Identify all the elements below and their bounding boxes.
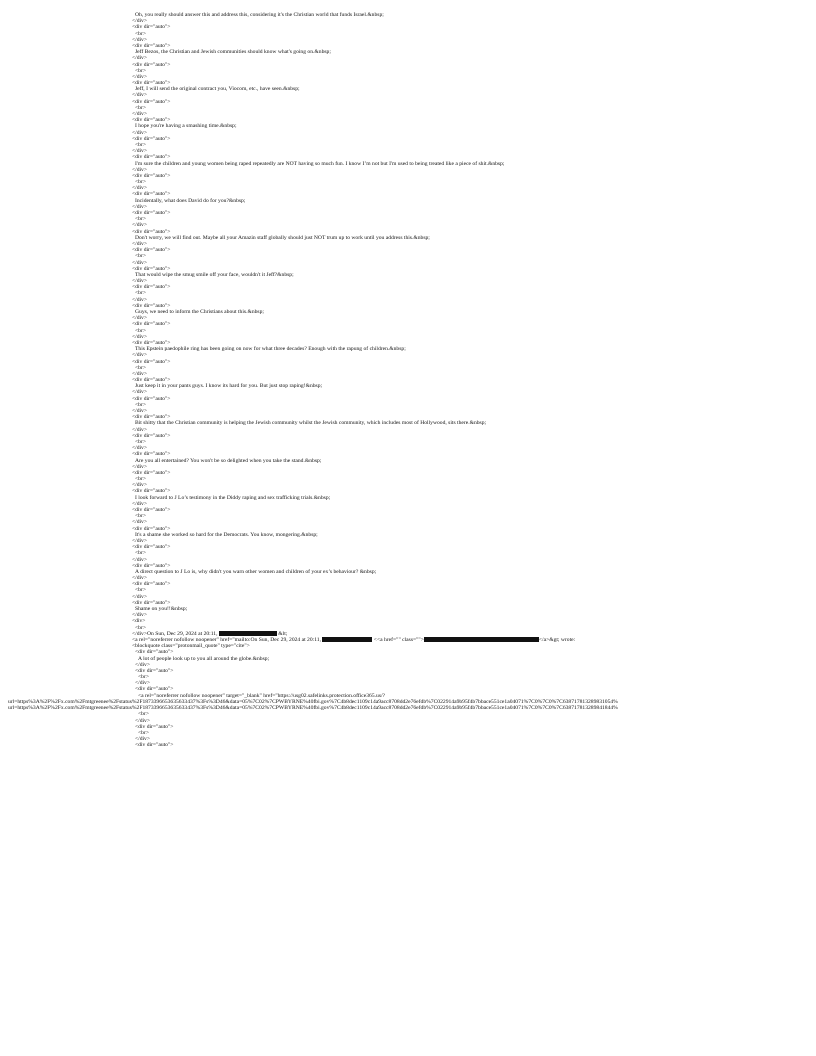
source-line: </div> <box>132 222 148 229</box>
source-line: <div dir="auto"> <box>132 544 171 551</box>
source-line: </div> <box>132 296 148 303</box>
redaction-bar <box>219 631 277 636</box>
source-line: </div> <box>132 537 148 544</box>
source-line: <div dir="auto"> <box>132 135 171 142</box>
source-line: </div> <box>132 73 148 80</box>
source-line: </div> <box>132 426 148 433</box>
source-line: <div dir="auto"> <box>132 247 171 254</box>
source-line: Incidentally, what does David do for you?&nbsp; <box>135 197 246 204</box>
source-line: <div dir="auto"> <box>132 358 171 365</box>
source-line: </div> <box>132 92 148 99</box>
message-body-lines <box>132 12 812 631</box>
source-line: </div> <box>132 408 148 414</box>
source-line: </div> <box>132 593 148 600</box>
source-line: </div> <box>132 370 148 377</box>
redaction-bar <box>322 637 372 642</box>
source-line: Are you all entertained? You won't be so delighted when you take the stand.&nbsp; <box>135 457 322 464</box>
source-line: <br> <box>138 711 149 718</box>
source-line: </div> <box>132 556 148 563</box>
source-line: </div> <box>132 111 148 117</box>
source-line: </div> <box>132 240 148 247</box>
source-line: <br> <box>135 624 146 631</box>
source-line: </div> <box>132 259 148 266</box>
source-line: Jeff Bezos, the Christian and Jewish communities should know what's going on.&nbsp; <box>135 49 331 56</box>
source-line: <div dir="auto"> <box>135 742 174 749</box>
source-line: <div dir="auto"> <box>132 24 171 31</box>
source-line: <br> <box>138 674 149 681</box>
source-line: Bit shitty that the Christian community is helping the Jewish community whilst the Jewish community, which includes most of Hollywood, sits there.&nbsp; <box>135 420 487 427</box>
source-line: A lot of people look up to you all around the globe.&nbsp; <box>138 655 270 662</box>
source-line: <div dir="auto"> <box>135 686 174 693</box>
source-line: A direct question to J Lo is, why didn't you warn other women and children of your ex’s behaviour? &nbsp; <box>135 568 377 575</box>
source-line: <div dir="auto"> <box>132 117 171 124</box>
source-line: I hope you're having a smashing time.&nbsp; <box>135 123 237 130</box>
source-line: That would wipe the smug smile off your face, wouldn't it Jeff?&nbsp; <box>135 271 294 278</box>
source-line: <div dir="auto"> <box>132 80 171 87</box>
safelink-url-line: url=https%3A%2F%2Fx.com%2Fmtgreenee%2Fstatus%2F1873396653635633437%3Fs%3D46&data=05%7C02%7CPWBYRNE%40fbi.gov%7C4b8dec1109c14a9acc8708dd2e76efdb%7C022914a9b95f4b7bbace551ce1a04071%7C0%7C0%7C638717813289831054% <box>8 699 618 705</box>
source-line: <div dir="auto"> <box>135 649 174 656</box>
source-line: <div dir="auto"> <box>132 488 171 495</box>
source-line: Shame on you!!&nbsp; <box>135 606 188 612</box>
source-line: <br> <box>135 290 146 297</box>
source-line: </div> <box>132 36 148 43</box>
source-line: <br> <box>135 513 146 520</box>
source-line: Oh, you really should answer this and address this, considering it's the Christian world that funds Israel.&nbsp; <box>135 12 384 18</box>
email-source-document <box>132 12 812 699</box>
source-line: <div dir="auto"> <box>132 61 171 68</box>
source-line: </div> <box>132 203 148 210</box>
source-line: <div dir="auto"> <box>132 154 171 161</box>
source-line: I look forward to J Lo’s testimony in the Diddy raping and sex trafficking trials.&nbsp; <box>135 494 331 501</box>
source-line: <br> <box>135 104 146 111</box>
source-line: <br> <box>138 729 149 736</box>
source-line: <br> <box>135 30 146 37</box>
source-line: <div> <box>132 618 146 625</box>
source-line: </div> <box>132 315 148 322</box>
source-line: </div> <box>135 717 151 724</box>
source-line: Jeff, I will send the original contract you, Viocom, etc., have seen.&nbsp; <box>135 86 300 93</box>
source-line: </div> <box>132 482 148 489</box>
source-line: </div> <box>135 661 151 668</box>
source-line: <br> <box>135 179 146 186</box>
source-line: </div> <box>132 575 148 582</box>
source-line: <div dir="auto"> <box>132 321 171 328</box>
source-line: <br> <box>135 253 146 260</box>
source-line: </div> <box>135 680 151 687</box>
source-line: <div dir="auto"> <box>132 581 171 588</box>
source-line: This Epstein paedophile ring has been going on now for what three decades? Enough with the rapung of children.&nbsp; <box>135 346 406 353</box>
source-line: <div dir="auto"> <box>132 377 171 384</box>
source-line: <br> <box>135 216 146 223</box>
source-line: <div dir="auto"> <box>132 191 171 198</box>
source-line: <div dir="auto"> <box>132 469 171 476</box>
source-line: </div> <box>132 278 148 285</box>
source-line: Guys, we need to inform the Christians about this.&nbsp; <box>135 309 264 315</box>
header-text-start: </div>On Sun, Dec 29, 2024 at 20:11, <box>132 630 219 637</box>
source-line: <div dir="auto"> <box>132 599 171 606</box>
header-text-end: &lt; <box>276 630 288 637</box>
source-line: <div dir="auto"> <box>132 339 171 346</box>
source-line: </div> <box>132 185 148 192</box>
source-line: Just keep it in your pants guys. I know its hard for you. But just stop raping!&nbsp; <box>135 383 323 390</box>
source-line: <div dir="auto"> <box>132 562 171 569</box>
source-line: <a rel="noreferrer nofollow noopener" target="_blank" href="https://usg02.safelinks.protection.office365.us/? <box>138 692 386 699</box>
source-line: </div> <box>132 55 148 62</box>
source-line: <br> <box>135 327 146 334</box>
safelink-url-line: url=https%3A%2F%2Fx.com%2Fmtgreenee%2Fstatus%2F1873396653635633437%3Fs%3D46&data=05%7C02%7CPWBYRNE%40fbi.gov%7C4b8dec1109c14a9acc8708dd2e76efdb%7C022914a9b95f4b7bbace551ce1a04071%7C0%7C0%7C638717813289841844% <box>8 705 618 712</box>
trailing-lines <box>132 711 812 748</box>
source-line: <div dir="auto"> <box>132 210 171 216</box>
source-line: <br> <box>135 438 146 445</box>
source-line: <br> <box>135 401 146 408</box>
source-line: <div dir="auto"> <box>135 667 174 674</box>
source-line: <br> <box>135 550 146 557</box>
source-line: <blockquote class="protonmail_quote" type="cite"> <box>132 643 250 650</box>
source-line: <br> <box>135 364 146 371</box>
source-line: <div dir="auto"> <box>132 395 171 402</box>
source-line: <div dir="auto"> <box>135 723 174 730</box>
source-line: </div> <box>132 389 148 396</box>
source-line: <br> <box>135 476 146 483</box>
source-line: </div> <box>132 500 148 507</box>
source-line: </div> <box>132 18 148 25</box>
redaction-bar <box>424 637 539 642</box>
source-line: </div> <box>132 612 148 619</box>
source-line: <div dir="auto"> <box>132 98 171 105</box>
source-line: </div> <box>132 333 148 340</box>
source-line: </div> <box>132 519 148 526</box>
source-line: <div dir="auto"> <box>132 302 171 309</box>
source-line: <br> <box>135 587 146 594</box>
mailto-text-middle: <<a href="" class=""> <box>372 636 424 643</box>
source-line: <br> <box>135 67 146 74</box>
source-line: <div dir="auto"> <box>132 284 171 291</box>
source-line: </div> <box>132 148 148 155</box>
source-line: <div dir="auto"> <box>132 525 171 532</box>
source-line: <div dir="auto"> <box>132 172 171 179</box>
source-line: <div dir="auto"> <box>132 507 171 513</box>
source-line: <br> <box>135 141 146 148</box>
source-line: It's a shame she worked so hard for the Democrats. You know, mongering.&nbsp; <box>135 531 318 538</box>
source-line: <div dir="auto"> <box>132 451 171 458</box>
source-line: <div dir="auto"> <box>132 265 171 272</box>
source-line: I'm sure the children and young women being raped repeatedly are NOT having so much fun. I know I’m not but I'm used to being treated like a piece of shit.&nbsp; <box>135 160 505 167</box>
mailto-text-end: </a>&gt; wrote: <box>538 636 576 643</box>
source-line: Don't worry, we will find out. Maybe all your Amazin staff globally should just NOT trum up to work until you address this.&nbsp; <box>135 234 430 241</box>
source-line: <div dir="auto"> <box>132 42 171 49</box>
source-line: </div> <box>132 463 148 470</box>
source-line: <div dir="auto"> <box>132 432 171 439</box>
source-line: </div> <box>132 352 148 359</box>
source-line: </div> <box>132 129 148 136</box>
mailto-text-start: <a rel="noreferrer nofollow noopener" href="mailto:On Sun, Dec 29, 2024 at 20:11, <box>132 636 323 643</box>
blockquote-lines <box>132 643 812 699</box>
source-line: </div> <box>132 445 148 452</box>
source-line: </div> <box>132 166 148 173</box>
source-line: <div dir="auto"> <box>132 414 171 421</box>
source-line: <div dir="auto"> <box>132 228 171 235</box>
source-line: </div> <box>135 736 151 743</box>
